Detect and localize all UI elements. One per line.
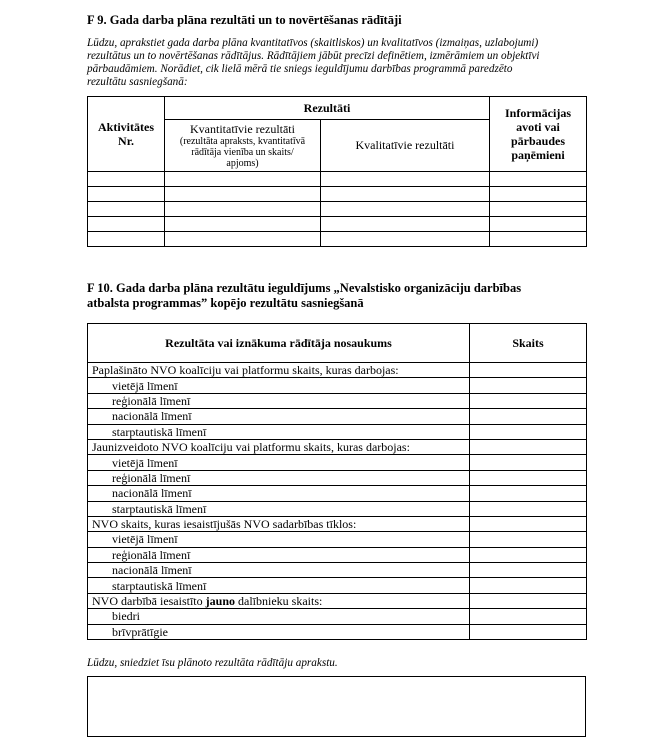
cell[interactable]: [165, 187, 321, 202]
col-info-line: paņēmieni: [511, 148, 565, 162]
row-label-part: NVO darbībā iesaistīto: [92, 594, 206, 609]
count-cell[interactable]: [470, 409, 587, 424]
table-row: [88, 378, 587, 393]
f9-intro-line: rezultātus un to novērtēšanas rādītājus. Rādītājiem jābūt precīzi definētiem, izmērāmiem un objektīvi: [87, 50, 540, 62]
col-activities-line: Nr.: [118, 134, 134, 148]
cell[interactable]: [88, 172, 165, 187]
row-label: biedri: [88, 609, 470, 624]
cell[interactable]: [165, 202, 321, 217]
table-row: [88, 578, 587, 593]
table-row: [88, 501, 587, 516]
col-quant-title: Kvantitatīvie rezultāti: [190, 121, 295, 136]
row-label: starptautiskā līmenī: [88, 424, 470, 439]
row-label: brīvprātīgie: [88, 624, 470, 639]
row-label-part: dalībnieku skaits:: [235, 594, 323, 609]
f9-results-table: [87, 96, 587, 247]
row-label: vietējā līmenī: [88, 378, 470, 393]
row-label: vietējā līmenī: [88, 532, 470, 547]
table-row: [88, 439, 587, 454]
table-row: [88, 217, 587, 232]
table-row: [88, 470, 587, 485]
count-cell[interactable]: [470, 532, 587, 547]
f10-heading-line: atbalsta programmas” kopējo rezultātu sasniegšanā: [87, 296, 364, 310]
count-cell[interactable]: [470, 439, 587, 454]
count-cell[interactable]: [470, 593, 587, 608]
count-cell[interactable]: [470, 424, 587, 439]
table-row: [88, 624, 587, 639]
cell[interactable]: [88, 202, 165, 217]
cell[interactable]: [321, 172, 490, 187]
row-label-bold: jauno: [205, 594, 235, 609]
cell[interactable]: [490, 202, 587, 217]
row-label: starptautiskā līmenī: [88, 501, 470, 516]
f9-intro-line: Lūdzu, aprakstiet gada darba plāna kvantitatīvos (skaitliskos) un kvalitatīvos (izmaiņas, uzlabojumi): [87, 37, 539, 49]
cell[interactable]: [321, 187, 490, 202]
cell[interactable]: [88, 232, 165, 247]
description-box[interactable]: [87, 676, 586, 737]
count-cell[interactable]: [470, 609, 587, 624]
col-count-header: Skaits: [470, 324, 587, 363]
table-row: [88, 187, 587, 202]
row-label: Paplašināto NVO koalīciju vai platformu skaits, kuras darbojas:: [88, 363, 470, 378]
f9-intro-line: rezultātu sasniegšanā:: [87, 76, 188, 88]
table-row: [88, 363, 587, 378]
row-label: [88, 593, 470, 608]
col-quant-note-line: (rezultāta apraksts, kvantitatīvā: [179, 135, 306, 147]
cell[interactable]: [165, 232, 321, 247]
col-info-line: avoti vai: [516, 120, 560, 134]
table-row: [88, 532, 587, 547]
col-info-line: Informācijas: [505, 106, 571, 120]
count-cell[interactable]: [470, 501, 587, 516]
col-name-header: Rezultāta vai iznākuma rādītāja nosaukums: [88, 324, 470, 363]
count-cell[interactable]: [470, 486, 587, 501]
count-cell[interactable]: [470, 363, 587, 378]
row-label: nacionālā līmenī: [88, 563, 470, 578]
cell[interactable]: [165, 217, 321, 232]
cell[interactable]: [490, 187, 587, 202]
f10-heading-line: F 10. Gada darba plāna rezultātu ieguldījums „Nevalstisko organizāciju darbības: [87, 281, 522, 295]
col-quant-header: [165, 120, 321, 172]
count-cell[interactable]: [470, 455, 587, 470]
table-row: [88, 486, 587, 501]
cell[interactable]: [321, 202, 490, 217]
table-row: [88, 202, 587, 217]
col-activities-header: [88, 97, 165, 172]
col-info-header: [490, 97, 587, 172]
col-qual-header: Kvalitatīvie rezultāti: [321, 120, 490, 172]
table-row: [88, 393, 587, 408]
table-row: [88, 409, 587, 424]
cell[interactable]: [88, 187, 165, 202]
f9-heading: F 9. Gada darba plāna rezultāti un to novērtēšanas rādītāji: [87, 13, 402, 27]
row-label: reģionālā līmenī: [88, 470, 470, 485]
table-row: [88, 232, 587, 247]
table-row: [88, 563, 587, 578]
count-cell[interactable]: [470, 624, 587, 639]
cell[interactable]: [490, 232, 587, 247]
count-cell[interactable]: [470, 378, 587, 393]
row-label: NVO skaits, kuras iesaistījušās NVO sadarbības tīklos:: [88, 516, 470, 531]
cell[interactable]: [321, 217, 490, 232]
row-label: Jaunizveidoto NVO koalīciju vai platformu skaits, kuras darbojas:: [88, 439, 470, 454]
col-quant-note-line: apjoms): [226, 157, 259, 169]
count-cell[interactable]: [470, 563, 587, 578]
count-cell[interactable]: [470, 470, 587, 485]
table-row: [88, 424, 587, 439]
cell[interactable]: [490, 217, 587, 232]
f10-indicators-table: [87, 323, 587, 640]
count-cell[interactable]: [470, 393, 587, 408]
count-cell[interactable]: [470, 547, 587, 562]
table-row: [88, 516, 587, 531]
row-label: starptautiskā līmenī: [88, 578, 470, 593]
table-row: [88, 547, 587, 562]
col-quant-note-line: rādītāja vienība un skaits/: [191, 146, 294, 158]
row-label: vietējā līmenī: [88, 455, 470, 470]
col-info-line: pārbaudes: [510, 134, 566, 148]
f10-note: Lūdzu, sniedziet īsu plānoto rezultāta rādītāju aprakstu.: [87, 657, 338, 669]
cell[interactable]: [88, 217, 165, 232]
table-row: [88, 593, 587, 608]
col-results-header: Rezultāti: [165, 97, 490, 120]
row-label: reģionālā līmenī: [88, 547, 470, 562]
cell[interactable]: [490, 172, 587, 187]
cell[interactable]: [165, 172, 321, 187]
col-activities-line: Aktivitātes: [98, 120, 154, 134]
f9-intro-line: pārbaudāmiem. Norādiet, cik lielā mērā tie sniegs ieguldījumu darbības programmā paredzēto: [87, 63, 513, 75]
table-row: [88, 609, 587, 624]
row-label: nacionālā līmenī: [88, 409, 470, 424]
row-label: nacionālā līmenī: [88, 486, 470, 501]
count-cell[interactable]: [470, 516, 587, 531]
table-row: [88, 455, 587, 470]
f10-heading: [87, 281, 521, 311]
row-label: reģionālā līmenī: [88, 393, 470, 408]
count-cell[interactable]: [470, 578, 587, 593]
table-row: [88, 172, 587, 187]
cell[interactable]: [321, 232, 490, 247]
f9-intro: [87, 37, 586, 89]
